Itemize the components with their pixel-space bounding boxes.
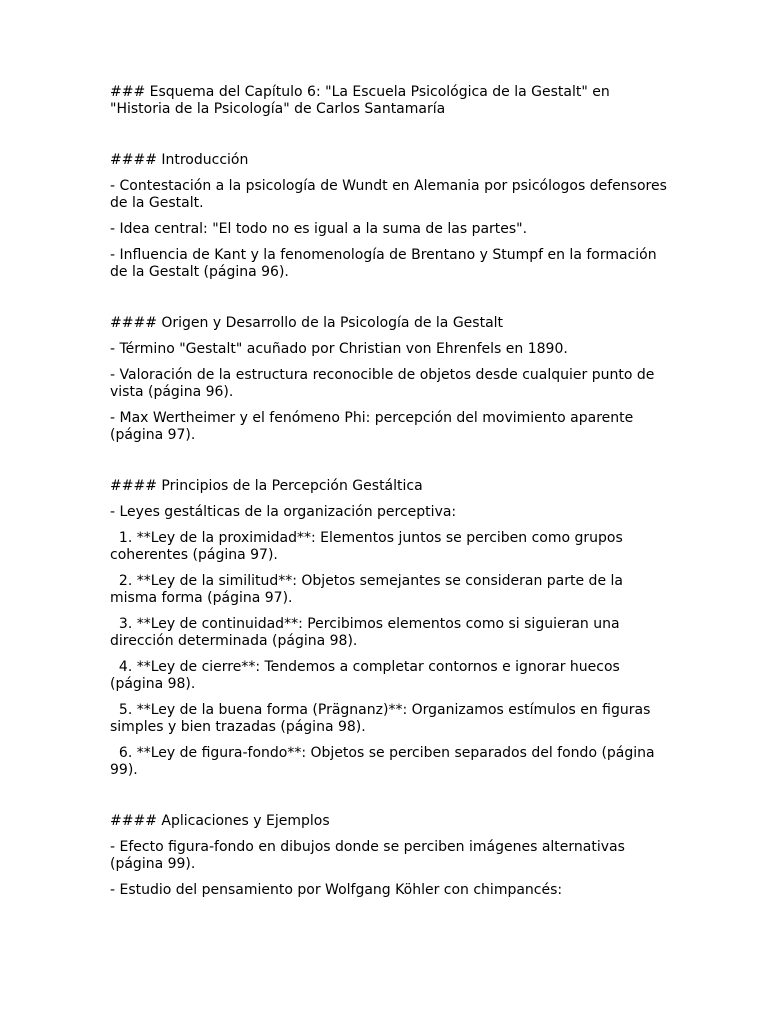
section-introduccion (110, 152, 670, 281)
section-origen-desarrollo (110, 315, 670, 444)
section-principios (110, 478, 670, 779)
document-body (110, 84, 670, 908)
section-aplicaciones (110, 813, 670, 899)
list-item: 5. **Ley de la buena forma (Prägnanz)**: Organizamos estímulos en figuras simples y bien trazadas (página 98). (110, 702, 655, 735)
section-heading: #### Introducción (110, 152, 249, 168)
list-item: - Valoración de la estructura reconocible de objetos desde cualquier punto de vista (página 96). (110, 367, 659, 400)
list-item: - Idea central: "El todo no es igual a la suma de las partes". (110, 221, 528, 237)
list-item: - Max Wertheimer y el fenómeno Phi: percepción del movimiento aparente (página 97). (110, 410, 638, 443)
list-item: - Leyes gestálticas de la organización perceptiva: (110, 504, 457, 520)
list-item: 2. **Ley de la similitud**: Objetos semejantes se consideran parte de la misma forma (página 97). (110, 573, 628, 606)
list-item: 3. **Ley de continuidad**: Percibimos elementos como si siguieran una dirección determinada (página 98). (110, 616, 625, 649)
section-heading: #### Principios de la Percepción Gestáltica (110, 478, 423, 494)
list-item: - Estudio del pensamiento por Wolfgang Köhler con chimpancés: (110, 882, 563, 898)
list-item: - Influencia de Kant y la fenomenología de Brentano y Stumpf en la formación de la Gestalt (página 96). (110, 247, 662, 280)
list-item: - Término "Gestalt" acuñado por Christian von Ehrenfels en 1890. (110, 341, 568, 357)
list-item: - Efecto figura-fondo en dibujos donde se perciben imágenes alternativas (página 99). (110, 839, 630, 872)
section-heading: #### Aplicaciones y Ejemplos (110, 813, 330, 829)
list-item: 6. **Ley de figura-fondo**: Objetos se perciben separados del fondo (página 99). (110, 745, 660, 778)
list-item: - Contestación a la psicología de Wundt en Alemania por psicólogos defensores de la Gestalt. (110, 178, 672, 211)
list-item: 4. **Ley de cierre**: Tendemos a completar contornos e ignorar huecos (página 98). (110, 659, 625, 692)
list-item: 1. **Ley de la proximidad**: Elementos juntos se perciben como grupos coherentes (página 97). (110, 530, 628, 563)
document-title: ### Esquema del Capítulo 6: "La Escuela Psicológica de la Gestalt" en "Historia de la Psicología" de Carlos Santamaría (110, 84, 615, 117)
section-heading: #### Origen y Desarrollo de la Psicología de la Gestalt (110, 315, 504, 331)
